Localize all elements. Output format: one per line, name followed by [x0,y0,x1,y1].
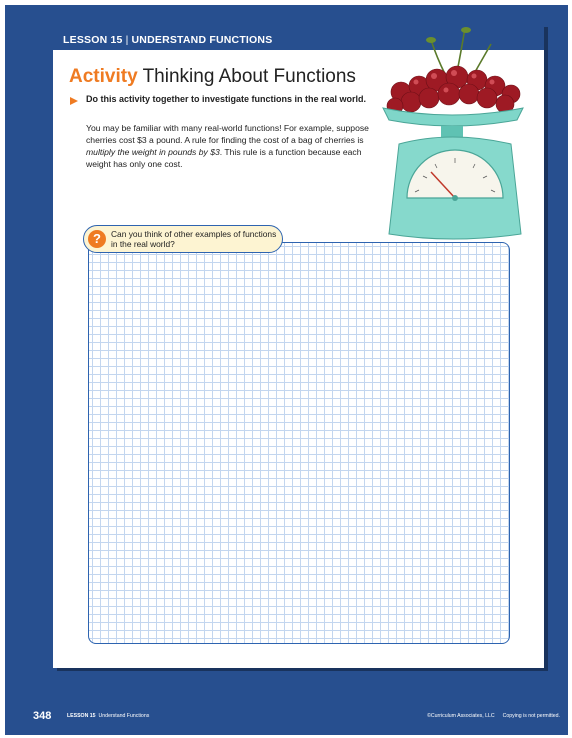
answer-grid[interactable] [88,242,510,644]
arrow-icon [70,97,78,105]
lesson-number: LESSON 15 [63,34,123,46]
body-text-part2: . This rule is a function because each weight has only one cost. [86,147,362,169]
activity-body [86,122,376,170]
activity-label: Activity [69,66,138,87]
lesson-topic: UNDERSTAND FUNCTIONS [131,34,273,46]
page-number: 348 [33,710,52,722]
worksheet-page [53,22,544,668]
activity-heading: Thinking About Functions [142,66,356,87]
activity-instruction: Do this activity together to investigate functions in the real world. [86,94,367,104]
lesson-header: LESSON 15 | UNDERSTAND FUNCTIONS [63,34,273,46]
footer-lesson [67,713,149,719]
copyright-text: ©Curriculum Associates, LLC [427,713,495,719]
question-icon: ? [88,230,106,248]
footer-lesson-number: LESSON 15 [67,713,96,719]
footer-copyright [419,713,560,719]
footer-lesson-title: Understand Functions [98,713,150,719]
cherries-on-scale-illustration [371,22,531,242]
copy-notice: Copying is not permitted. [502,713,560,719]
body-text-part1: You may be familiar with many real-world functions! For example, suppose cherries cost $3 a pound. A rule for finding the cost of a bag of cherries is [86,123,369,145]
activity-title [69,66,356,88]
body-text-rule: multiply the weight in pounds by $3 [86,147,220,157]
prompt-text: Can you think of other examples of functions in the real world? [111,229,277,249]
